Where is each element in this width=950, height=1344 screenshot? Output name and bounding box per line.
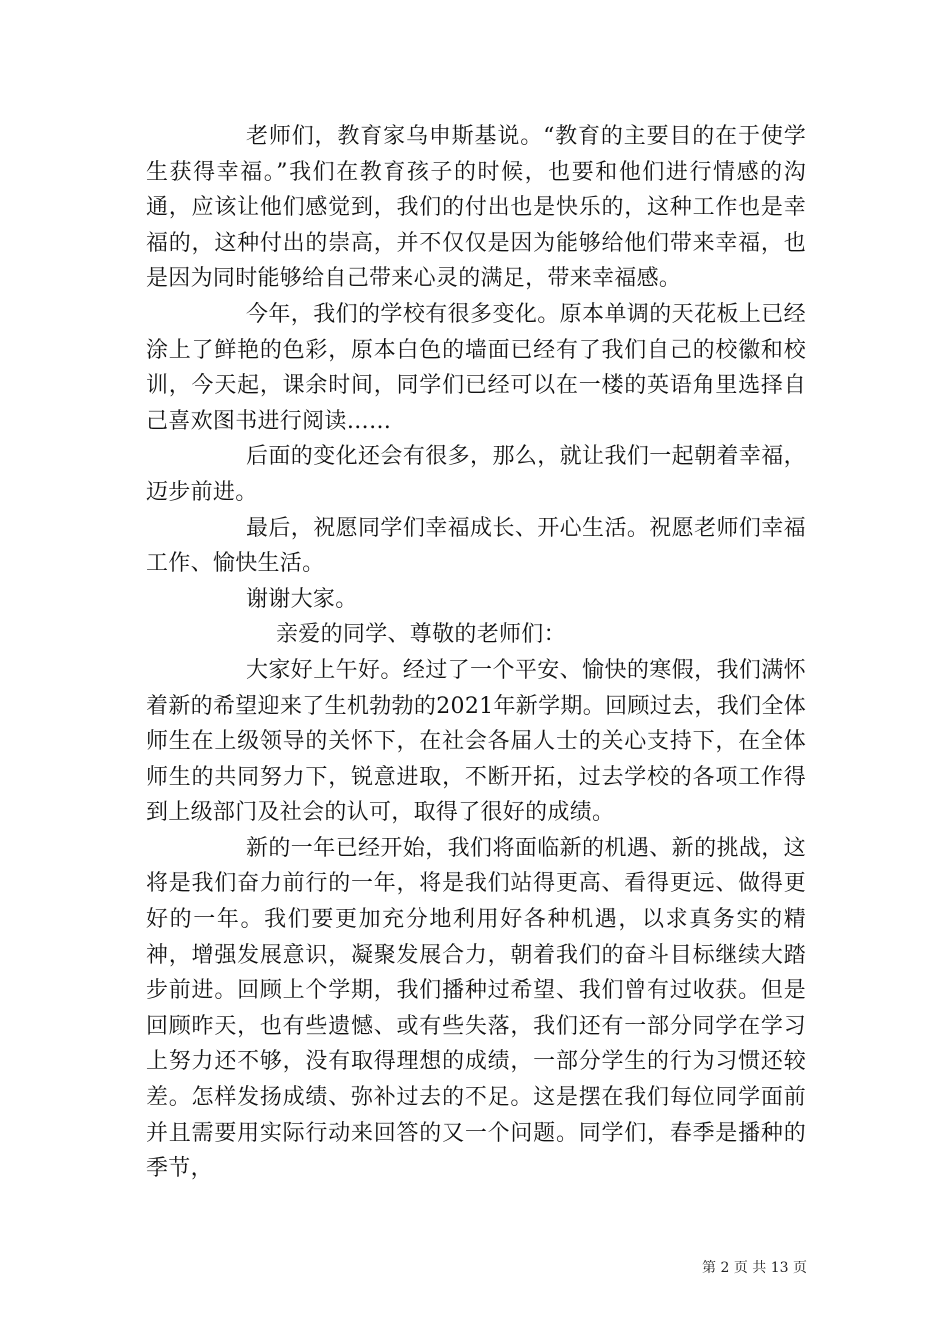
paragraph-move-forward: 后面的变化还会有很多，那么，就让我们一起朝着幸福，迈步前进。 <box>146 444 806 505</box>
paragraph-thanks: 谢谢大家。 <box>246 586 358 612</box>
paragraph-wishes: 最后，祝愿同学们幸福成长、开心生活。祝愿老师们幸福工作、愉快生活。 <box>146 515 806 577</box>
paragraph-new-year: 新的一年已经开始，我们将面临新的机遇、新的挑战，这将是我们奋力前行的一年，将是我们站得更高、看得更远、做得更好的一年。我们要更加充分地利用好各种机遇，以求真务实的精神，增强发展意识，凝聚发展合力，朝着我们的奋斗目标继续大踏步前进。回顾上个学期，我们播种过希望、我们曾有过收获。但是回顾昨天，也有些遗憾、或有些失落，我们还有一部分同学在学习上努力还不够，没有取得理想的成绩，一部分学生的行为习惯还较差。怎样发扬成绩、弥补过去的不足。这是摆在我们每位同学面前并且需要用实际行动来回答的又一个问题。同学们，春季是播种的季节， <box>146 835 806 1182</box>
paragraph-school-changes: 今年，我们的学校有很多变化。原本单调的天花板上已经涂上了鲜艳的色彩，原本白色的墙面已经有了我们自己的校徽和校训，今天起，课余时间，同学们已经可以在一楼的英语角里选择自己喜欢图书进行阅读…… <box>146 301 806 434</box>
paragraph-greeting: 大家好上午好。经过了一个平安、愉快的寒假，我们满怀着新的希望迎来了生机勃勃的2021年新学期。回顾过去，我们全体师生在上级领导的关怀下，在社会各届人士的关心支持下，在全体师生的共同努力下，锐意进取，不断开拓，过去学校的各项工作得到上级部门及社会的认可，取得了很好的成绩。 <box>146 657 806 826</box>
page-number-footer: 第 2 页 共 13 页 <box>702 1260 807 1276</box>
document-body <box>146 119 806 1187</box>
paragraph-salutation: 亲爱的同学、尊敬的老师们： <box>276 622 566 648</box>
paragraph-happiness-quote: 老师们，教育家乌申斯基说。“教育的主要目的在于使学生获得幸福。”我们在教育孩子的时候，也要和他们进行情感的沟通，应该让他们感觉到，我们的付出也是快乐的，这种工作也是幸福的，这种付出的崇高，并不仅仅是因为能够给他们带来幸福，也是因为同时能够给自己带来心灵的满足，带来幸福感。 <box>146 124 806 292</box>
